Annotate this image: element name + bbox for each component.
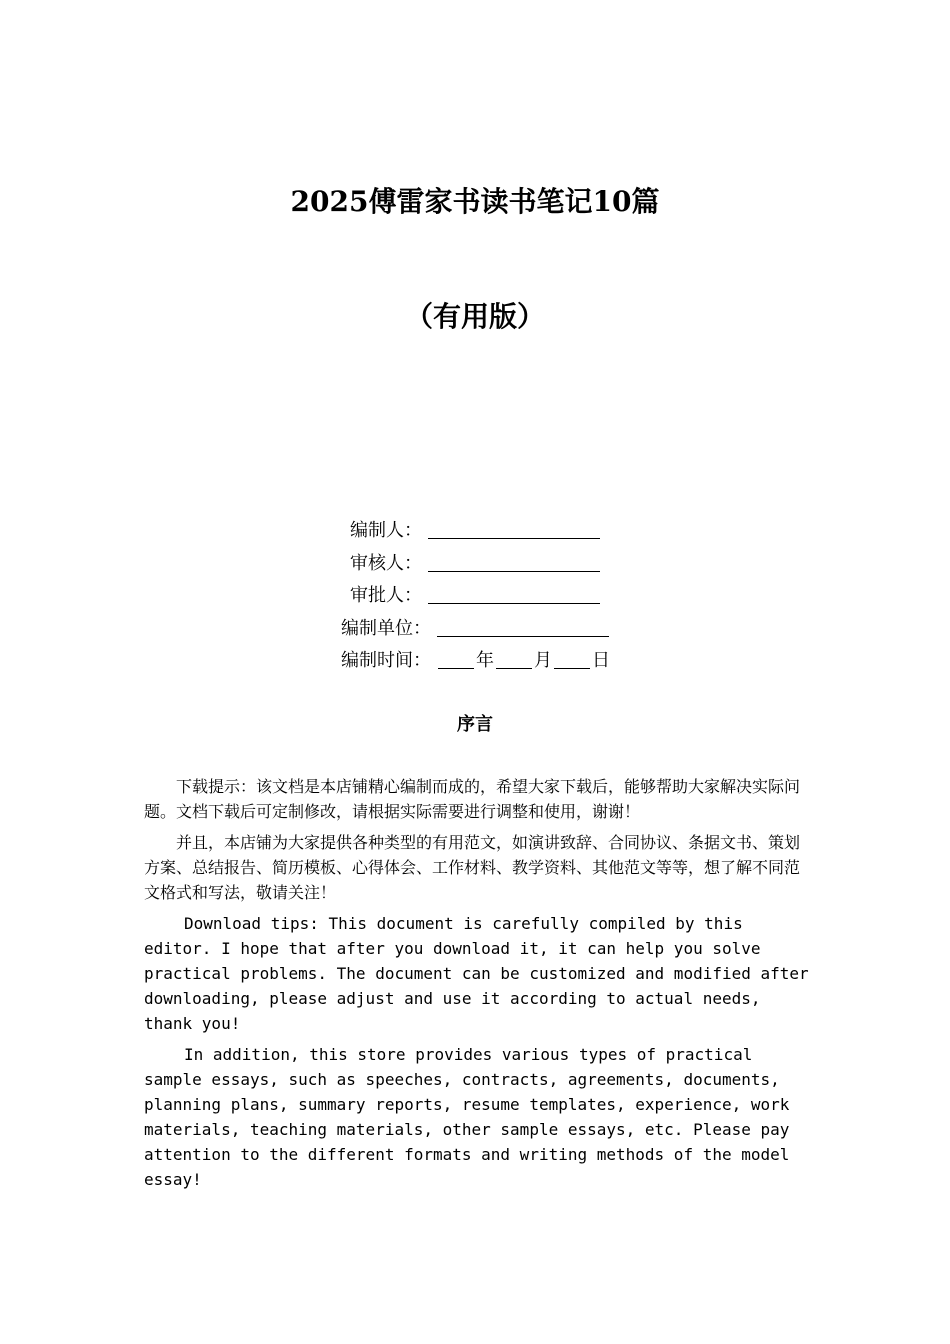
reviewer-blank-line[interactable] [428,571,600,572]
year-label: 年 [476,650,494,671]
day-blank-line[interactable] [554,668,590,669]
approver-field [0,580,950,613]
approver-label: 审批人： [350,585,422,606]
unit-field [0,613,950,646]
unit-label: 编制单位： [341,617,431,639]
editor-label: 编制人： [350,520,422,541]
preface-paragraph-cn-2: 并且，本店铺为大家提供各种类型的有用范文，如演讲致辞、合同协议、条据文书、策划方案、总结报告、简历模板、心得体会、工作材料、教学资料、其他范文等等，想了解不同范文格式和写法，敬请关注！ [144,833,801,902]
time-label: 编制时间： [341,650,431,671]
day-label: 日 [592,650,610,671]
preface-paragraph-cn-1: 下载提示：该文档是本店铺精心编制而成的，希望大家下载后，能够帮助大家解决实际问题。文档下载后可定制修改，请根据实际需要进行调整和使用，谢谢！ [144,777,801,821]
preface-body [144,774,809,1198]
editor-blank-line[interactable] [428,538,600,539]
preface-heading: 序言 [457,714,493,735]
document-title: 2025傅雷家书读书笔记10篇 [290,185,660,218]
signature-fields [0,515,950,678]
approver-blank-line[interactable] [428,603,600,604]
editor-field [0,515,950,548]
month-label: 月 [534,650,552,671]
unit-blank-line[interactable] [437,636,609,637]
month-blank-line[interactable] [496,668,532,669]
preface-paragraph-en-2: In addition, this store provides various types of practical sample essays, such as speeches, contracts, agreements, documents, planning plans, summary reports, resume templates, experience, work materials, teaching materials, other sample essays, etc. Please pay attention to the different formats and writing methods of the model essay! [144,1045,790,1189]
year-blank-line[interactable] [438,668,474,669]
time-field [0,645,950,678]
preface-paragraph-en-1: Download tips: This document is carefully compiled by this editor. I hope that after you download it, it can help you solve practical problems. The document can be customized and modified after downloading, please adjust and use it according to actual needs, thank you! [144,914,809,1033]
reviewer-field [0,548,950,581]
reviewer-label: 审核人： [350,552,422,574]
document-subtitle: （有用版） [404,300,545,333]
